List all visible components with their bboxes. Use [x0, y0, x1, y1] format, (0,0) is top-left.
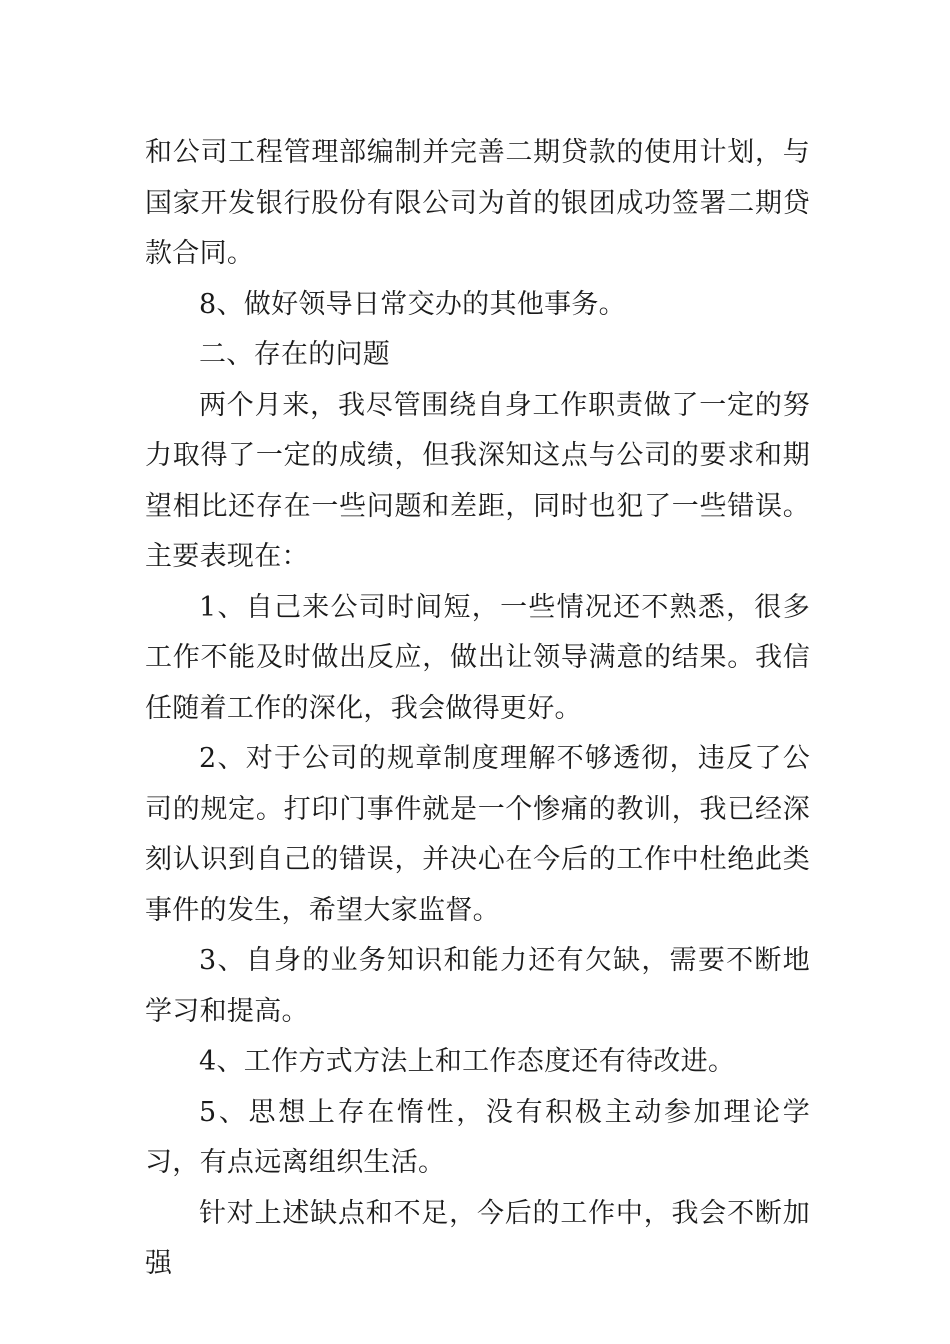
- paragraph-item-8: 8、做好领导日常交办的其他事务。: [199, 288, 626, 320]
- paragraph-problem-4: 4、工作方式方法上和工作态度还有待改进。: [199, 1046, 736, 1077]
- paragraph-problems-intro: 两个月来，我尽管围绕自身工作职责做了一定的努力取得了一定的成绩，但我深知这点与公司的要求和期望相比还存在一些问题和差距，同时也犯了一些错误。主要表现在：: [145, 389, 810, 572]
- document-body: [145, 128, 810, 1290]
- paragraph-problem-5: 5、思想上存在惰性，没有积极主动参加理论学习，有点远离组织生活。: [145, 1096, 810, 1178]
- paragraph-problem-1: 1、自己来公司时间短，一些情况还不熟悉，很多工作不能及时做出反应，做出让领导满意的结果。我信任随着工作的深化，我会做得更好。: [145, 591, 810, 724]
- paragraph-problem-2: 2、对于公司的规章制度理解不够透彻，违反了公司的规定。打印门事件就是一个惨痛的教训，我已经深刻认识到自己的错误，并决心在今后的工作中杜绝此类事件的发生，希望大家监督。: [145, 743, 810, 926]
- paragraph-loan-plan: 和公司工程管理部编制并完善二期贷款的使用计划，与国家开发银行股份有限公司为首的银团成功签署二期贷款合同。: [145, 137, 810, 269]
- section-heading-problems: 二、存在的问题: [199, 339, 391, 370]
- paragraph-problem-3: 3、自身的业务知识和能力还有欠缺，需要不断地学习和提高。: [145, 945, 810, 1027]
- paragraph-improvement: 针对上述缺点和不足，今后的工作中，我会不断加强: [145, 1197, 810, 1279]
